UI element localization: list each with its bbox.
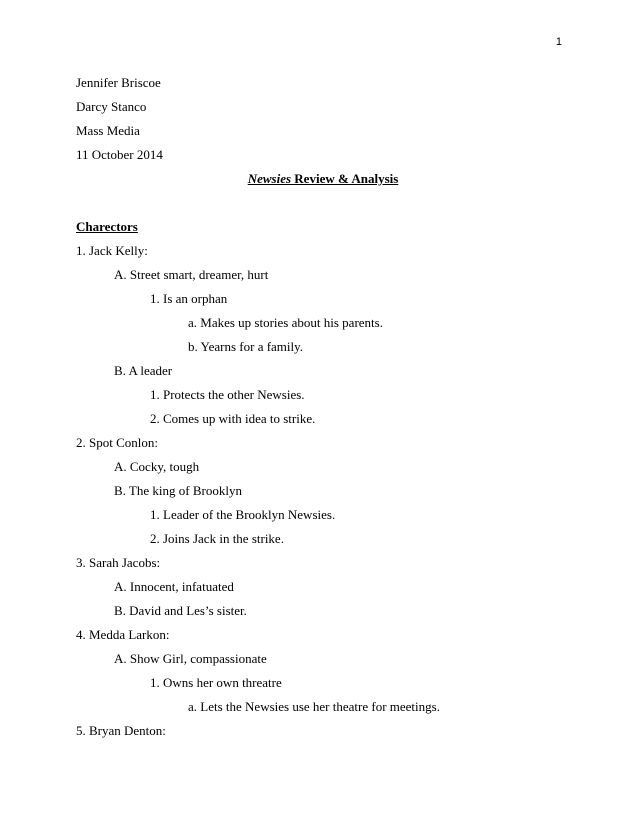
outline-item: A. Show Girl, compassionate (114, 651, 267, 666)
outline-item: a. Lets the Newsies use her theatre for meetings. (188, 699, 440, 714)
outline-item: 1. Owns her own threatre (150, 675, 282, 690)
outline-item: a. Makes up stories about his parents. (188, 315, 383, 330)
outline-item: 2. Joins Jack in the strike. (150, 531, 284, 546)
section-heading: Charectors (76, 219, 138, 234)
outline-item: b. Yearns for a family. (188, 339, 304, 354)
outline-item: 5. Bryan Denton: (76, 723, 166, 738)
outline-item: B. David and Les’s sister. (114, 603, 247, 618)
page-number: 1 (555, 36, 562, 48)
outline-item: 1. Protects the other Newsies. (150, 387, 305, 402)
outline-item: 2. Comes up with idea to strike. (150, 411, 316, 426)
outline-item: 1. Jack Kelly: (76, 243, 148, 258)
outline-item: 1. Leader of the Brooklyn Newsies. (150, 507, 336, 522)
title-italic-part: Newsies (247, 171, 292, 186)
course-name: Mass Media (76, 123, 140, 138)
outline-item: 3. Sarah Jacobs: (76, 555, 161, 570)
author-name: Jennifer Briscoe (76, 75, 161, 90)
outline-item: 1. Is an orphan (150, 291, 228, 306)
outline-item: 2. Spot Conlon: (76, 435, 158, 450)
outline-item: B. A leader (114, 363, 173, 378)
outline-item: B. The king of Brooklyn (114, 483, 242, 498)
outline-item: A. Cocky, tough (114, 459, 200, 474)
instructor-name: Darcy Stanco (76, 99, 147, 114)
outline-item: 4. Medda Larkon: (76, 627, 170, 642)
title-rest: Review & Analysis (291, 171, 399, 186)
document-title (0, 171, 638, 187)
outline-item: A. Street smart, dreamer, hurt (114, 267, 269, 282)
document-date: 11 October 2014 (76, 147, 163, 162)
outline-item: A. Innocent, infatuated (114, 579, 234, 594)
